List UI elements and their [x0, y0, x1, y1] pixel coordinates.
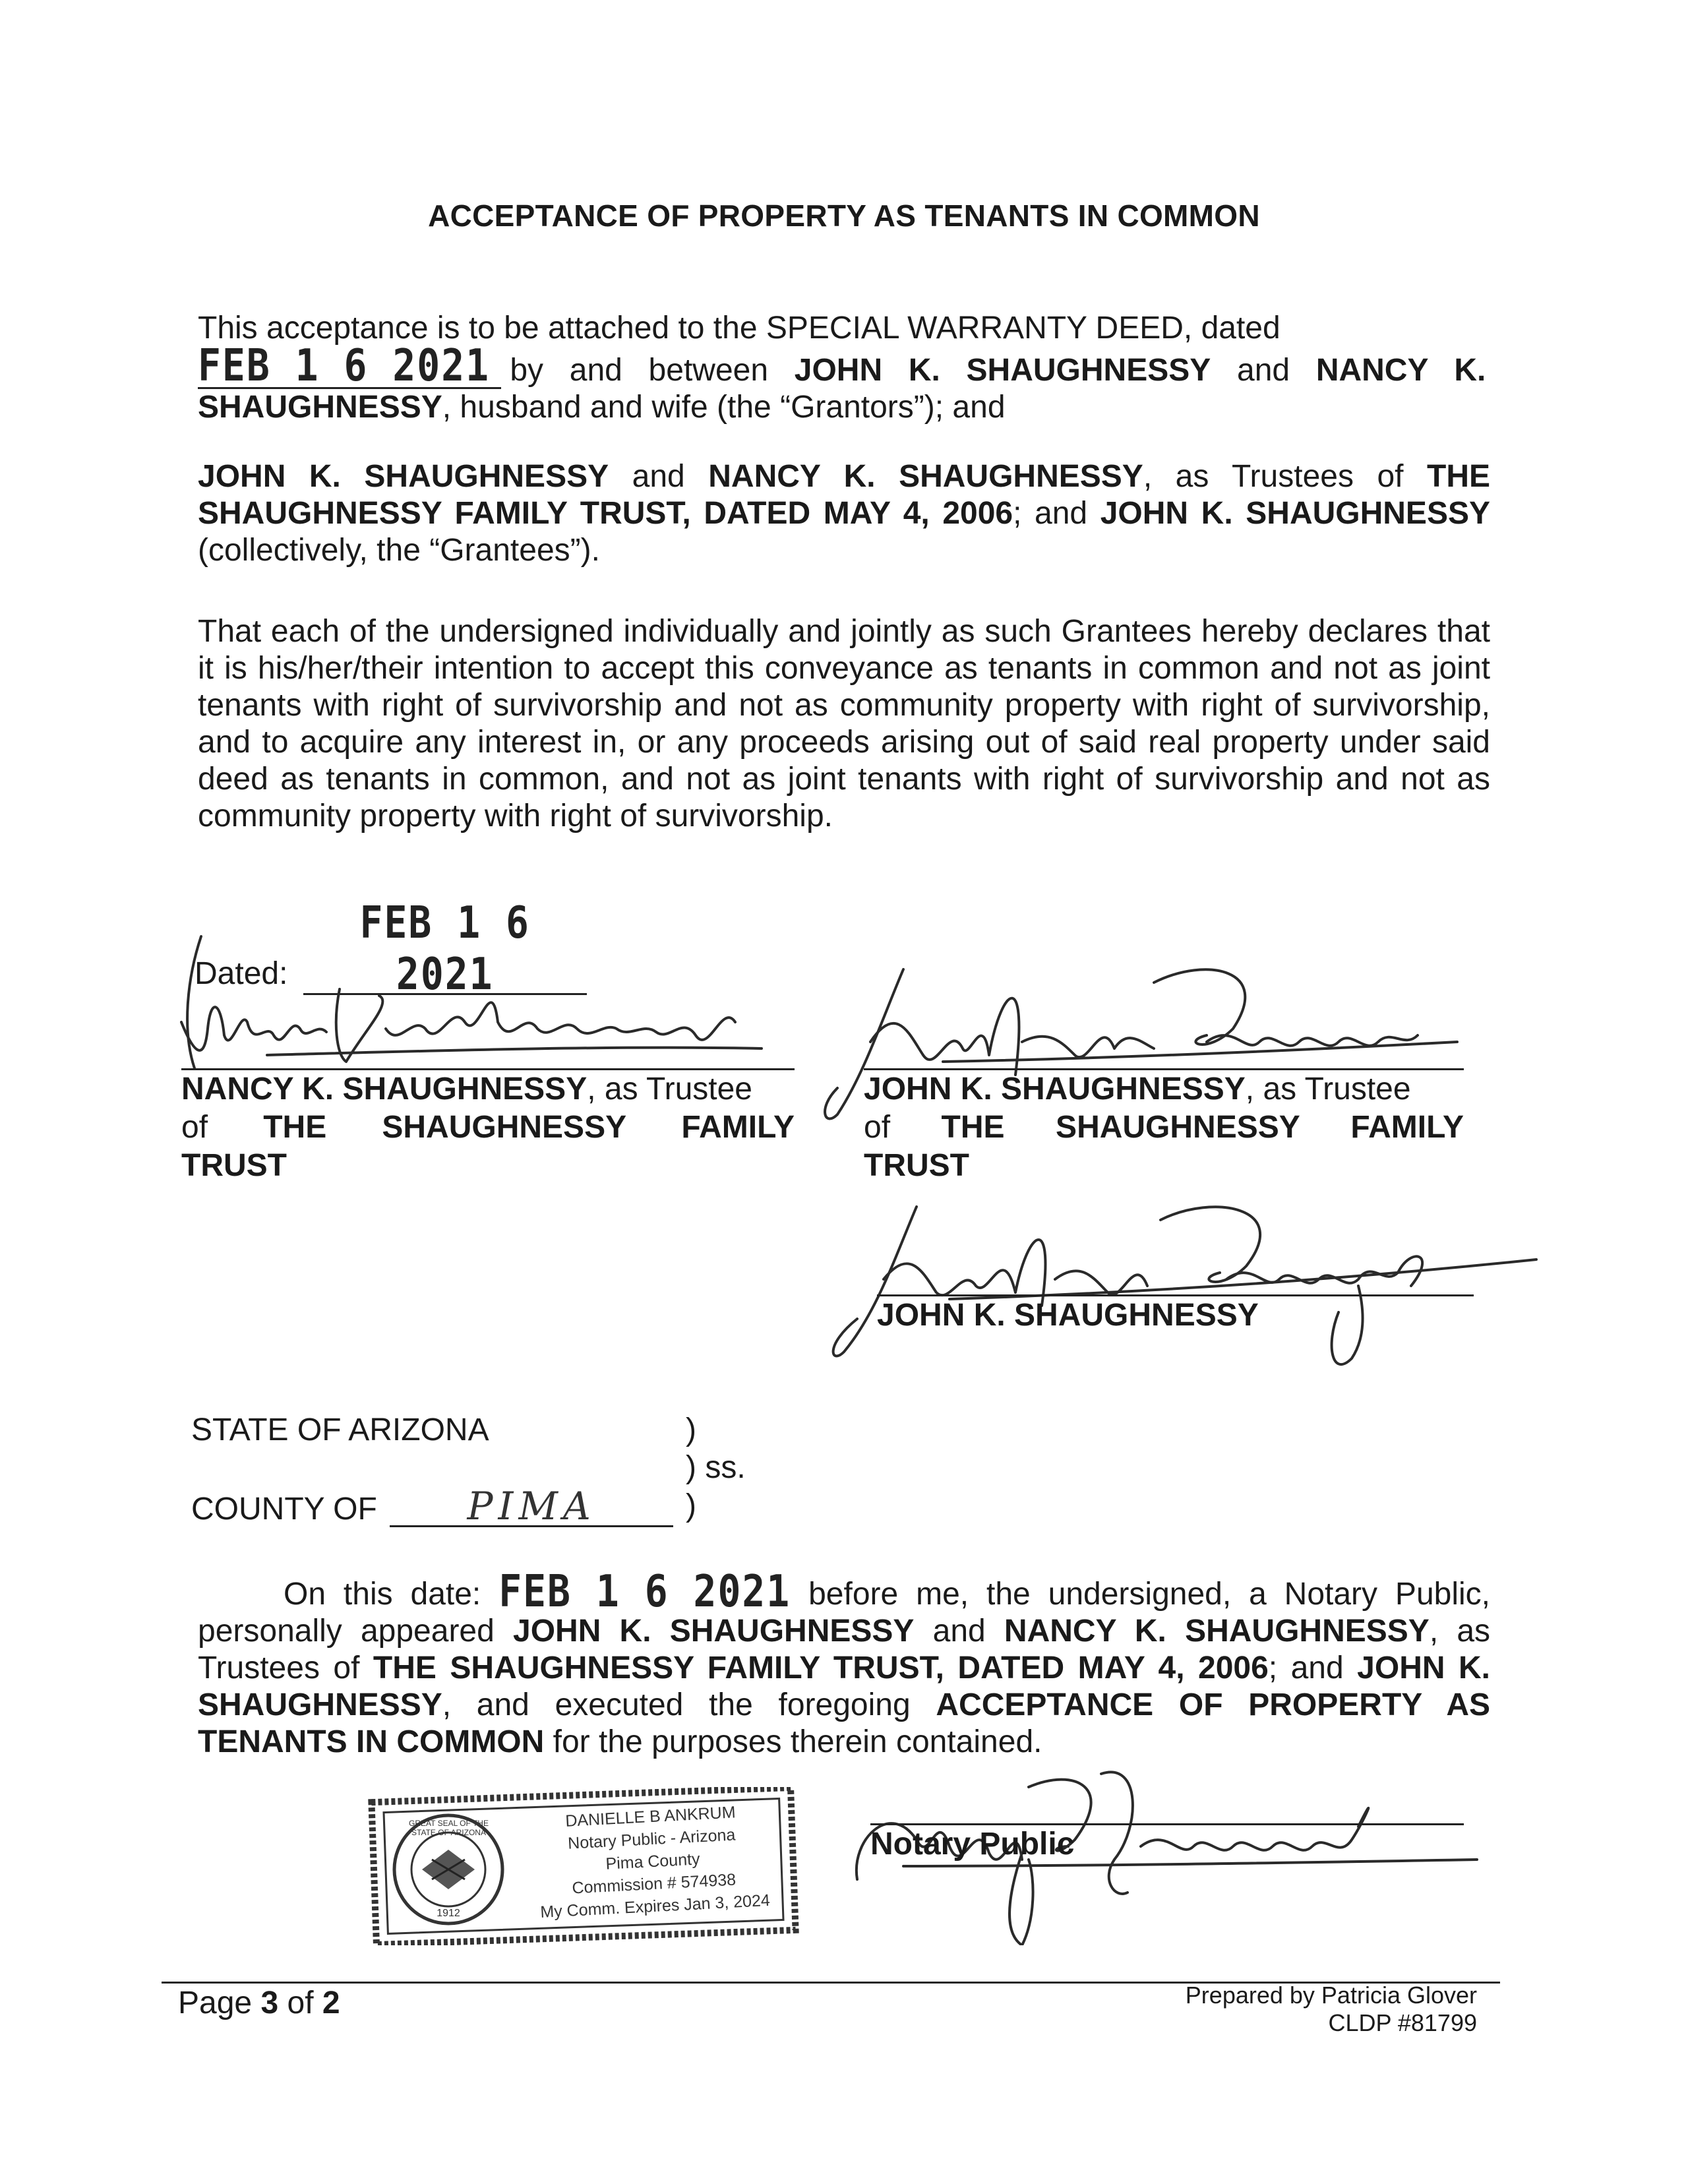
cldp-number: CLDP #81799: [1328, 2009, 1477, 2036]
dated-stamp: FEB 1 6 2021: [359, 896, 530, 1000]
venue-paren-3: ): [686, 1488, 696, 1523]
seal-text-block: [512, 1798, 794, 1925]
notary-seal-stamp: [366, 1787, 801, 1945]
grantees-paragraph: JOHN K. SHAUGHNESSY and NANCY K. SHAUGHNESSY, as Trustees of THE SHAUGHNESSY FAMILY TRUST, DATED MAY 4, 2006; and JOHN K. SHAUGHNESSY (collectively, the “Grantees”).: [198, 459, 1491, 568]
venue-ss: ) ss.: [686, 1450, 746, 1485]
seal-ring-text: GREAT SEAL OF THE STATE OF ARIZONA: [409, 1819, 489, 1837]
prepared-by: Prepared by Patricia Glover: [1185, 1982, 1477, 2009]
intro-paragraph: This acceptance is to be attached to the SPECIAL WARRANTY DEED, dated FEB 1 6 2021 by and between JOHN K. SHAUGHNESSY and NANCY K. SHAUGHNESSY, husband and wife (the “Grantors”); and: [198, 311, 1486, 425]
john-individual-signature: [818, 1180, 1543, 1378]
notary-signature-block: Notary Public: [870, 1823, 1464, 1864]
county-line: [191, 1484, 673, 1529]
john-individual-signature-block: JOHN K. SHAUGHNESSY: [877, 1294, 1474, 1335]
county-label: COUNTY OF: [191, 1492, 377, 1527]
grantor2-first: NANCY K.: [1315, 353, 1486, 388]
venue-paren-1: ): [686, 1412, 696, 1447]
preparer-info: [1055, 1982, 1477, 2037]
page-number: Page 3 of 2: [178, 1986, 340, 2020]
seal-role: Notary Public - Arizona: [567, 1825, 736, 1853]
seal-expires: My Comm. Expires Jan 3, 2024: [539, 1891, 771, 1922]
seal-notary-name: DANIELLE B ANKRUM: [564, 1803, 737, 1831]
declaration-paragraph: That each of the undersigned individually and jointly as such Grantees hereby declares that it is his/her/their intention to accept this conveyance as tenants in common and not as joint tenants with right of survivorship and not as community property with right of survivorship, and to acquire any interest in, or any proceeds arising out of said real property under said deed as tenants in common, and not as joint tenants with right of survivorship and not as community property with right of survivorship.: [198, 614, 1490, 834]
county-value: PIMA: [390, 1487, 673, 1527]
seal-county: Pima County: [605, 1850, 701, 1873]
notary-date-stamp: FEB 1 6 2021: [498, 1565, 791, 1618]
deed-date-blank: [198, 339, 501, 392]
nancy-signature-block: NANCY K. SHAUGHNESSY, as Trustee of THE SHAUGHNESSY FAMILY TRUST: [181, 1068, 795, 1185]
intro-line2: by and between JOHN K. SHAUGHNESSY and NANCY K.: [510, 353, 1486, 388]
notary-acknowledgment: On this date: FEB 1 6 2021 before me, the undersigned, a Notary Public, personally appeared JOHN K. SHAUGHNESSY and NANCY K. SHAUGHNESSY, as Trustees of THE SHAUGHNESSY FAMILY TRUST, DATED MAY 4, 2006; and JOHN K. SHAUGHNESSY, and executed the foregoing ACCEPTANCE OF PROPERTY AS TENANTS IN COMMON for the purposes therein contained.: [198, 1565, 1491, 1759]
nancy-signature: [168, 923, 801, 1081]
seal-commission: Commission # 574938: [571, 1870, 737, 1898]
state-line: STATE OF ARIZONA: [191, 1412, 489, 1447]
john-trustee-signature-block: JOHN K. SHAUGHNESSY, as Trustee of THE SHAUGHNESSY FAMILY TRUST: [864, 1068, 1464, 1185]
seal-year: 1912: [437, 1908, 460, 1919]
dated-label: Dated:: [195, 956, 288, 991]
document-title: ACCEPTANCE OF PROPERTY AS TENANTS IN COMMON: [428, 198, 1260, 233]
intro-line1: This acceptance is to be attached to the SPECIAL WARRANTY DEED, dated: [198, 311, 1281, 346]
deed-date-stamp: FEB 1 6 2021: [198, 339, 491, 392]
grantor2-last: SHAUGHNESSY: [198, 390, 442, 425]
